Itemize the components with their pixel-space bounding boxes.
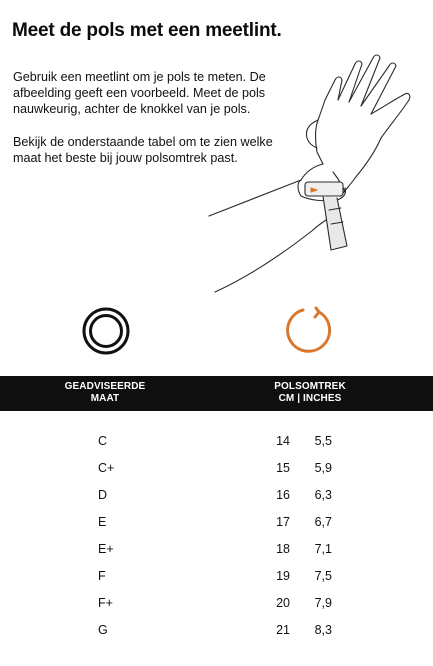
inch-cell: 6,7 [314, 515, 332, 529]
ring-icon [81, 306, 131, 356]
cm-cell: 15 [276, 461, 290, 475]
size-table-body [0, 428, 433, 644]
page-title: Meet de pols met een meetlint. [12, 20, 282, 41]
cm-cell: 16 [276, 488, 290, 502]
table-row [0, 617, 433, 644]
size-cell: F+ [98, 596, 113, 610]
inch-cell: 7,1 [314, 542, 332, 556]
header-wrist-circumference: POLSOMTREK CM | INCHES [274, 381, 346, 404]
cm-cell: 21 [276, 623, 290, 637]
inch-cell: 7,9 [314, 596, 332, 610]
size-cell: C+ [98, 461, 115, 475]
cm-cell: 20 [276, 596, 290, 610]
table-row [0, 563, 433, 590]
size-table-header [0, 376, 433, 411]
hand-measuring-illustration [205, 40, 433, 302]
inch-cell: 6,3 [314, 488, 332, 502]
inch-cell: 5,9 [314, 461, 332, 475]
table-row [0, 455, 433, 482]
size-cell: C [98, 434, 108, 448]
inch-cell: 7,5 [314, 569, 332, 583]
inch-cell: 8,3 [314, 623, 332, 637]
size-cell: D [98, 488, 108, 502]
size-cell: F [98, 569, 106, 583]
inch-cell: 5,5 [314, 434, 332, 448]
instruction-paragraph-measure: Gebruik een meetlint om je pols te meten. De afbeelding geeft een voorbeeld. Meet de pols nauwkeurig, achter de knokkel van je pols. [13, 70, 266, 116]
size-cell: G [98, 623, 108, 637]
table-row [0, 536, 433, 563]
size-cell: E [98, 515, 107, 529]
header-recommended-size: GEADVISEERDE MAAT [64, 381, 146, 404]
measure-circle-icon [283, 304, 335, 356]
size-cell: E+ [98, 542, 114, 556]
cm-cell: 14 [276, 434, 290, 448]
instruction-paragraph-table: Bekijk de onderstaande tabel om te zien welke maat het beste bij jouw polsomtrek past. [13, 135, 273, 165]
cm-cell: 19 [276, 569, 290, 583]
table-row [0, 509, 433, 536]
table-row [0, 590, 433, 617]
cm-cell: 17 [276, 515, 290, 529]
table-row [0, 428, 433, 455]
cm-cell: 18 [276, 542, 290, 556]
table-row [0, 482, 433, 509]
